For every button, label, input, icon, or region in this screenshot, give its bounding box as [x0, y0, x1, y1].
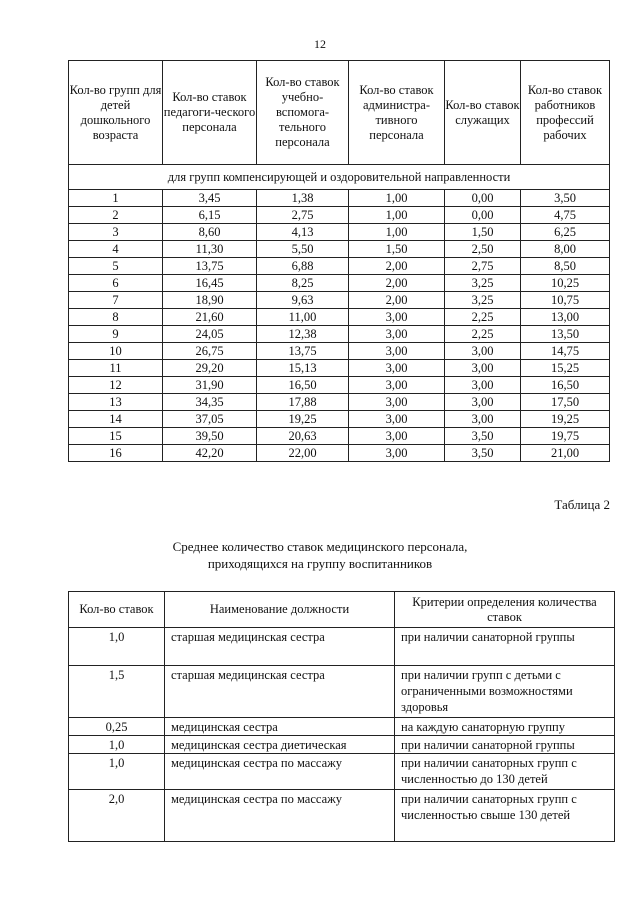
cell-criteria: на каждую санаторную группу	[395, 718, 615, 736]
table-row	[69, 309, 610, 326]
header-employees: Кол-во ставок служащих	[445, 61, 521, 165]
cell-rate: 1,0	[69, 736, 165, 754]
cell-teaching: 29,20	[163, 360, 257, 377]
header-support-staff: Кол-во ставок учебно-вспомога-тельного персонала	[257, 61, 349, 165]
cell-workers: 6,25	[521, 224, 610, 241]
cell-employees: 3,00	[445, 394, 521, 411]
table-label: Таблица 2	[554, 497, 610, 512]
cell-criteria: при наличии санаторных групп с численностью до 130 детей	[395, 754, 615, 790]
table-row	[69, 207, 610, 224]
table-row	[69, 377, 610, 394]
cell-teaching: 6,15	[163, 207, 257, 224]
cell-teaching: 16,45	[163, 275, 257, 292]
cell-employees: 3,00	[445, 343, 521, 360]
cell-groups: 5	[69, 258, 163, 275]
cell-workers: 19,75	[521, 428, 610, 445]
cell-support: 19,25	[257, 411, 349, 428]
cell-employees: 3,25	[445, 292, 521, 309]
cell-position: медицинская сестра по массажу	[165, 754, 395, 790]
cell-workers: 4,75	[521, 207, 610, 224]
cell-workers: 13,50	[521, 326, 610, 343]
cell-groups: 4	[69, 241, 163, 258]
section-title: для групп компенсирующей и оздоровительной направленности	[69, 165, 610, 190]
table-row	[69, 628, 615, 666]
cell-admin: 2,00	[349, 275, 445, 292]
cell-teaching: 34,35	[163, 394, 257, 411]
cell-admin: 1,00	[349, 207, 445, 224]
cell-support: 6,88	[257, 258, 349, 275]
table-row	[69, 718, 615, 736]
table-row	[69, 326, 610, 343]
cell-workers: 10,25	[521, 275, 610, 292]
cell-groups: 13	[69, 394, 163, 411]
table-row	[69, 292, 610, 309]
table-row	[69, 790, 615, 842]
staffing-table	[68, 60, 610, 462]
table-row	[69, 666, 615, 718]
cell-teaching: 13,75	[163, 258, 257, 275]
cell-groups: 8	[69, 309, 163, 326]
cell-employees: 2,50	[445, 241, 521, 258]
cell-support: 22,00	[257, 445, 349, 462]
cell-workers: 14,75	[521, 343, 610, 360]
cell-admin: 1,50	[349, 241, 445, 258]
cell-workers: 21,00	[521, 445, 610, 462]
header-rate: Кол-во ставок	[69, 592, 165, 628]
cell-support: 5,50	[257, 241, 349, 258]
cell-teaching: 42,20	[163, 445, 257, 462]
cell-admin: 3,00	[349, 377, 445, 394]
cell-employees: 2,25	[445, 326, 521, 343]
cell-rate: 1,5	[69, 666, 165, 718]
cell-employees: 3,00	[445, 377, 521, 394]
cell-workers: 13,00	[521, 309, 610, 326]
cell-support: 13,75	[257, 343, 349, 360]
cell-admin: 3,00	[349, 445, 445, 462]
table-title-line-1: Среднее количество ставок медицинского персонала,	[172, 539, 468, 554]
cell-support: 20,63	[257, 428, 349, 445]
cell-employees: 0,00	[445, 190, 521, 207]
cell-position: медицинская сестра	[165, 718, 395, 736]
cell-workers: 8,00	[521, 241, 610, 258]
cell-teaching: 37,05	[163, 411, 257, 428]
cell-groups: 12	[69, 377, 163, 394]
cell-groups: 16	[69, 445, 163, 462]
cell-rate: 0,25	[69, 718, 165, 736]
cell-support: 1,38	[257, 190, 349, 207]
header-groups: Кол-во групп для детей дошкольного возраста	[69, 61, 163, 165]
cell-rate: 1,0	[69, 754, 165, 790]
cell-workers: 17,50	[521, 394, 610, 411]
cell-position: медицинская сестра по массажу	[165, 790, 395, 842]
cell-position: медицинская сестра диетическая	[165, 736, 395, 754]
staffing-table-header	[69, 61, 610, 165]
cell-admin: 3,00	[349, 343, 445, 360]
cell-support: 15,13	[257, 360, 349, 377]
cell-workers: 15,25	[521, 360, 610, 377]
cell-groups: 14	[69, 411, 163, 428]
cell-admin: 2,00	[349, 292, 445, 309]
header-position: Наименование должности	[165, 592, 395, 628]
cell-admin: 3,00	[349, 326, 445, 343]
cell-support: 12,38	[257, 326, 349, 343]
medical-table-header	[69, 592, 615, 628]
cell-admin: 3,00	[349, 309, 445, 326]
table-row	[69, 736, 615, 754]
header-admin-staff: Кол-во ставок администра-тивного персонала	[349, 61, 445, 165]
table-row	[69, 275, 610, 292]
table-row	[69, 190, 610, 207]
cell-employees: 1,50	[445, 224, 521, 241]
cell-teaching: 39,50	[163, 428, 257, 445]
cell-criteria: при наличии санаторной группы	[395, 736, 615, 754]
cell-workers: 19,25	[521, 411, 610, 428]
table-row	[69, 224, 610, 241]
cell-criteria: при наличии санаторной группы	[395, 628, 615, 666]
cell-employees: 3,50	[445, 445, 521, 462]
cell-support: 4,13	[257, 224, 349, 241]
cell-position: старшая медицинская сестра	[165, 666, 395, 718]
cell-workers: 8,50	[521, 258, 610, 275]
table-row	[69, 428, 610, 445]
table-row	[69, 258, 610, 275]
cell-employees: 2,75	[445, 258, 521, 275]
medical-staff-table	[68, 591, 615, 842]
cell-support: 8,25	[257, 275, 349, 292]
cell-groups: 9	[69, 326, 163, 343]
table-title	[0, 538, 640, 572]
header-workers: Кол-во ставок работников профессий рабочих	[521, 61, 610, 165]
cell-support: 16,50	[257, 377, 349, 394]
table-row	[69, 394, 610, 411]
cell-employees: 3,00	[445, 360, 521, 377]
header-criteria: Критерии определения количества ставок	[395, 592, 615, 628]
cell-groups: 1	[69, 190, 163, 207]
cell-groups: 15	[69, 428, 163, 445]
cell-teaching: 24,05	[163, 326, 257, 343]
cell-criteria: при наличии групп с детьми с ограниченными возможностями здоровья	[395, 666, 615, 718]
table-row	[69, 754, 615, 790]
cell-support: 2,75	[257, 207, 349, 224]
cell-support: 17,88	[257, 394, 349, 411]
cell-teaching: 11,30	[163, 241, 257, 258]
table-row	[69, 241, 610, 258]
cell-employees: 0,00	[445, 207, 521, 224]
header-teaching-staff: Кол-во ставок педагоги-ческого персонала	[163, 61, 257, 165]
cell-groups: 3	[69, 224, 163, 241]
cell-support: 9,63	[257, 292, 349, 309]
cell-teaching: 21,60	[163, 309, 257, 326]
section-row	[69, 165, 610, 190]
cell-workers: 3,50	[521, 190, 610, 207]
cell-criteria: при наличии санаторных групп с численностью свыше 130 детей	[395, 790, 615, 842]
cell-employees: 3,25	[445, 275, 521, 292]
cell-admin: 1,00	[349, 190, 445, 207]
cell-groups: 6	[69, 275, 163, 292]
cell-groups: 11	[69, 360, 163, 377]
cell-workers: 16,50	[521, 377, 610, 394]
cell-admin: 2,00	[349, 258, 445, 275]
cell-employees: 3,50	[445, 428, 521, 445]
table-row	[69, 445, 610, 462]
cell-admin: 3,00	[349, 360, 445, 377]
cell-admin: 3,00	[349, 411, 445, 428]
table-title-line-2: приходящихся на группу воспитанников	[207, 556, 433, 571]
cell-admin: 3,00	[349, 394, 445, 411]
cell-teaching: 26,75	[163, 343, 257, 360]
table-row	[69, 360, 610, 377]
cell-groups: 7	[69, 292, 163, 309]
page-number: 12	[314, 37, 326, 51]
cell-admin: 1,00	[349, 224, 445, 241]
cell-employees: 3,00	[445, 411, 521, 428]
cell-teaching: 3,45	[163, 190, 257, 207]
cell-groups: 10	[69, 343, 163, 360]
table-row	[69, 411, 610, 428]
cell-employees: 2,25	[445, 309, 521, 326]
cell-workers: 10,75	[521, 292, 610, 309]
cell-support: 11,00	[257, 309, 349, 326]
cell-teaching: 31,90	[163, 377, 257, 394]
cell-teaching: 8,60	[163, 224, 257, 241]
cell-position: старшая медицинская сестра	[165, 628, 395, 666]
cell-groups: 2	[69, 207, 163, 224]
table-row	[69, 343, 610, 360]
cell-admin: 3,00	[349, 428, 445, 445]
cell-teaching: 18,90	[163, 292, 257, 309]
cell-rate: 1,0	[69, 628, 165, 666]
cell-rate: 2,0	[69, 790, 165, 842]
